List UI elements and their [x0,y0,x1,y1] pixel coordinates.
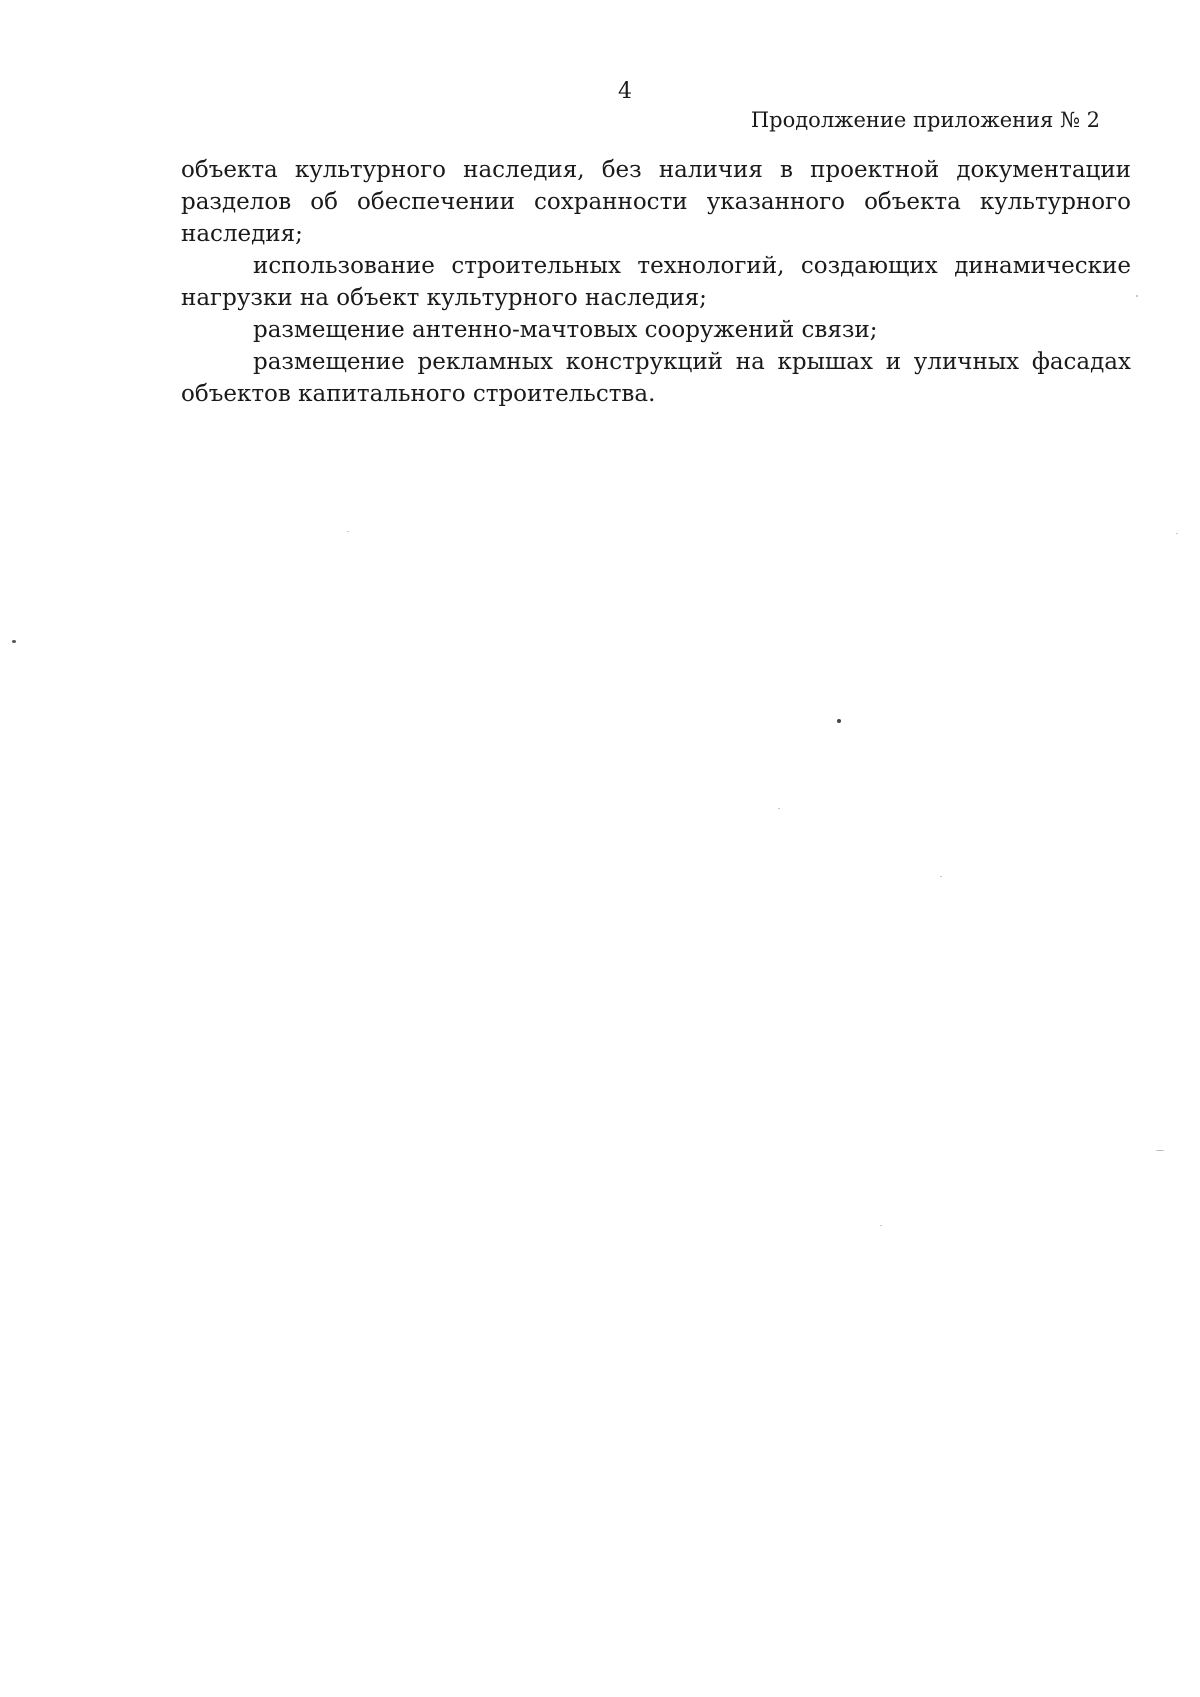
scan-speck [12,640,16,643]
scan-speck [778,808,780,809]
paragraph-item: использование строительных технологий, создающих динамические нагрузки на объект культурного наследия; [181,253,1131,311]
scan-speck [837,719,841,723]
scan-speck [1176,533,1178,534]
scan-speck [940,876,942,877]
paragraph-continued: объекта культурного наследия, без наличия в проектной документации разделов об обеспечении сохранности указанного объекта культурного наследия; [181,157,1131,247]
scan-speck [1156,1150,1164,1151]
continuation-label: Продолжение приложения № 2 [750,108,1100,132]
scan-speck [347,531,349,532]
paragraph-item: размещение рекламных конструкций на крышах и уличных фасадах объектов капитального строительства. [181,349,1131,407]
body-text [181,154,1131,410]
page-number: 4 [618,79,632,104]
paragraph-item: размещение антенно-мачтовых сооружений связи; [253,317,878,343]
scan-speck [1136,295,1138,297]
scan-speck [880,1225,882,1226]
